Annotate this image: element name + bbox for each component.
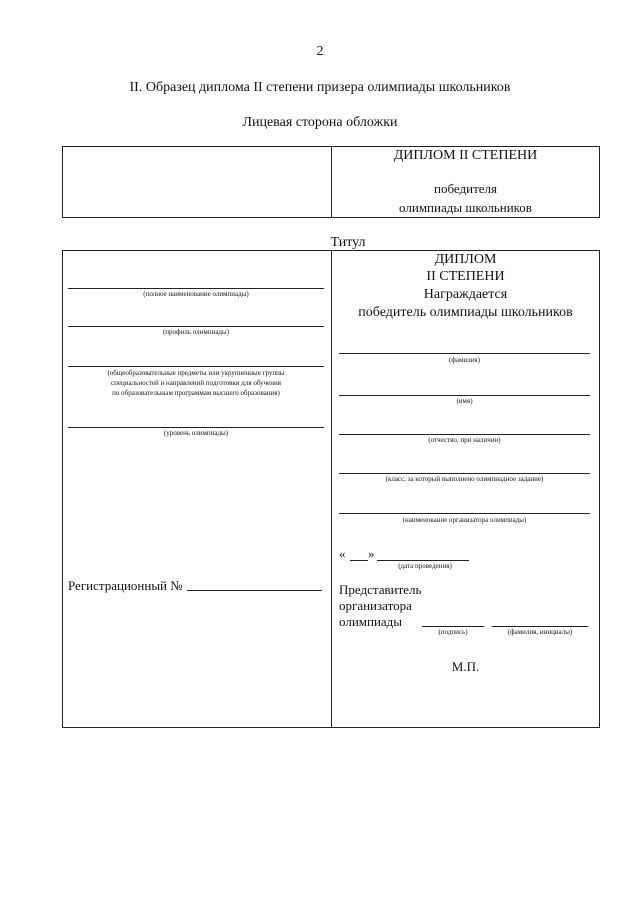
patronymic-caption: (отчество, при наличии) (428, 436, 501, 444)
cover-line2: олимпиады школьников (399, 200, 532, 215)
representative-2: организатора (339, 598, 412, 613)
subjects-caption-2: специальностей и направлений подготовки для обучения (111, 379, 281, 387)
winner-text: победитель олимпиады школьников (358, 305, 573, 320)
cover-line1: победителя (434, 181, 497, 196)
full-name-line (68, 288, 324, 289)
stamp-place: М.П. (451, 659, 480, 674)
class-caption: (класс, за который выполнено олимпиадное задание) (385, 475, 544, 483)
registration-line (187, 590, 322, 591)
patronymic-line (339, 434, 590, 435)
name-line (339, 395, 590, 396)
class-line (339, 473, 590, 474)
title-divider (331, 250, 332, 728)
level-line (68, 427, 324, 428)
date-quote-close: » (368, 546, 375, 561)
subjects-caption-3: по образовательным программам высшего образования) (112, 389, 280, 397)
level-caption: (уровень олимпиады) (163, 429, 229, 437)
diploma-title: ДИПЛОМ (434, 252, 497, 267)
date-day-line (350, 560, 368, 561)
cover-title: ДИПЛОМ II СТЕПЕНИ (393, 148, 538, 163)
representative-3: олимпиады (339, 614, 403, 629)
page-heading: II. Образец диплома II степени призера олимпиады школьников (129, 80, 511, 95)
subjects-line (68, 366, 324, 367)
representative-1: Представитель (339, 582, 422, 597)
signature-caption: (подпись) (438, 628, 468, 636)
signature-line (422, 626, 484, 627)
diploma-degree: II СТЕПЕНИ (426, 269, 505, 284)
registration-label: Регистрационный № (68, 578, 183, 593)
organizer-line (339, 513, 590, 514)
name-caption: (имя) (456, 397, 473, 405)
date-caption: (дата проведения) (398, 562, 452, 570)
surname-caption: (фамилия) (449, 356, 480, 364)
date-quote-open: « (339, 546, 346, 561)
subjects-caption-1: (общеобразовательные предметы или укрупненные группы (107, 369, 285, 377)
cover-label: Лицевая сторона обложки (242, 115, 398, 130)
initials-line (492, 626, 588, 627)
initials-caption: (фамилия, инициалы) (507, 628, 573, 636)
profile-caption: (профиль олимпиады) (162, 328, 230, 336)
titul-label: Титул (330, 235, 366, 250)
date-month-line (377, 560, 469, 561)
page-number: 2 (316, 44, 324, 59)
organizer-caption: (наименование организатора олимпиады) (402, 516, 527, 524)
full-name-caption: (полное наименование олимпиады) (143, 290, 249, 298)
awarded-text: Награждается (423, 287, 508, 302)
surname-line (339, 353, 590, 354)
profile-line (68, 326, 324, 327)
